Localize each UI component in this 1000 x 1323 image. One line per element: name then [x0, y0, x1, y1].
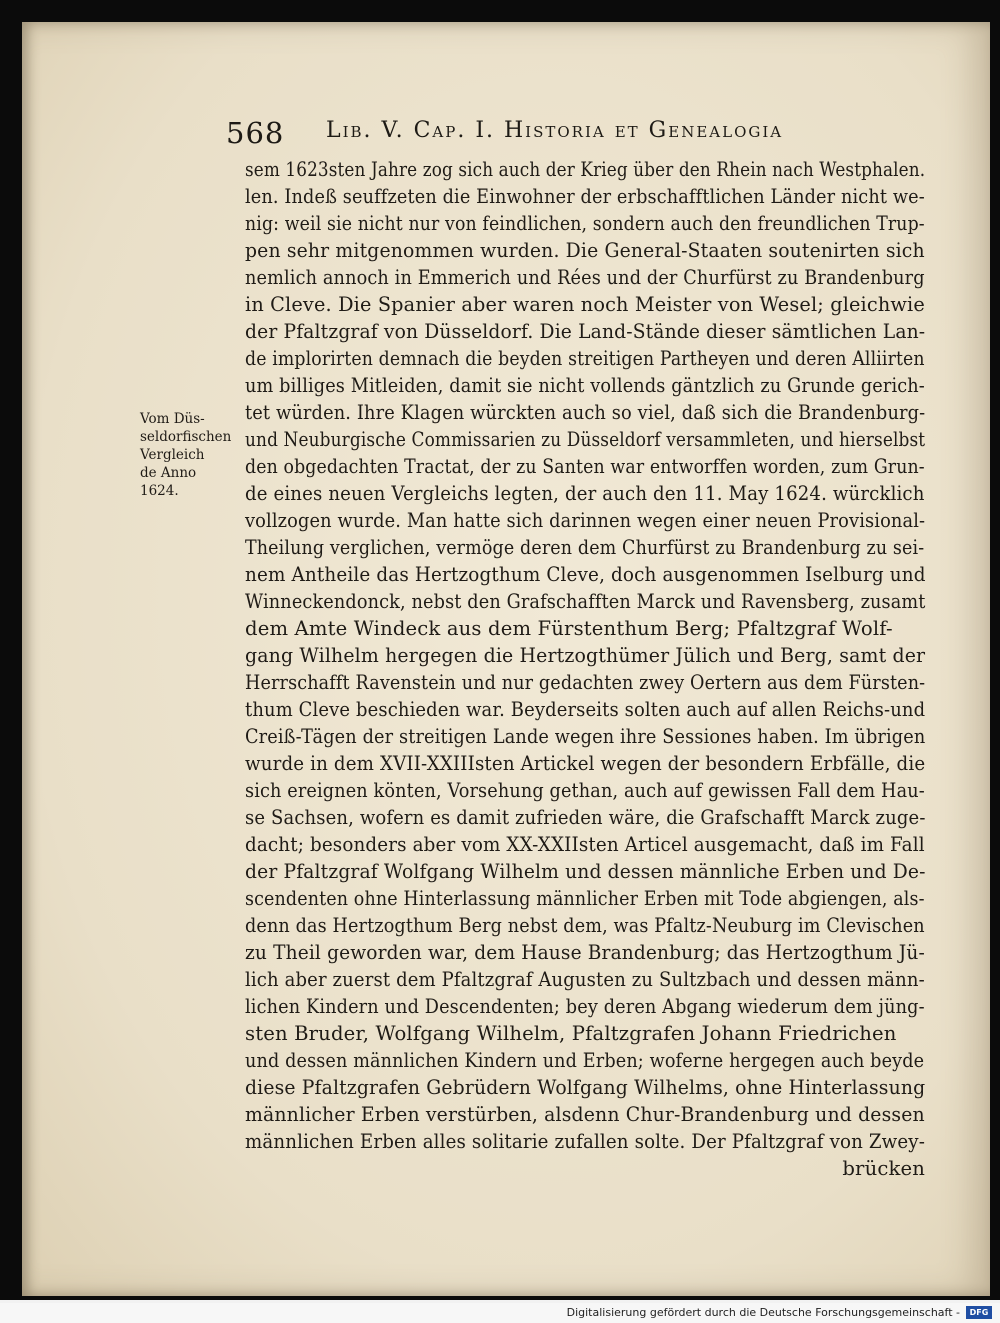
- text-line: Winneckendonck, nebst den Grafschafften Marck und Ravensberg, zusamt: [245, 590, 926, 613]
- page-header: [226, 110, 926, 150]
- text-line: der Pfaltzgraf von Düsseldorf. Die Land-Stände dieser sämtlichen Lan-: [245, 320, 926, 343]
- text-line: um billiges Mitleiden, damit sie nicht vollends gäntzlich zu Grunde gerich-: [245, 374, 925, 397]
- margin-note-line: de Anno: [140, 465, 197, 481]
- text-line: nem Antheile das Hertzogthum Cleve, doch ausgenommen Iselburg und: [245, 563, 926, 586]
- text-line: in Cleve. Die Spanier aber waren noch Meister von Wesel; gleichwie: [245, 293, 925, 316]
- text-line: dem Amte Windeck aus dem Fürstenthum Berg; Pfaltzgraf Wolf-: [245, 617, 893, 640]
- text-line: thum Cleve beschieden war. Beyderseits solten auch auf allen Reichs-und: [245, 698, 926, 721]
- text-line: scendenten ohne Hinterlassung männlicher Erben mit Tode abgiengen, als-: [245, 887, 925, 910]
- text-line: sich ereignen könten, Vorsehung gethan, auch auf gewissen Fall dem Hau-: [245, 779, 925, 802]
- text-line: len. Indeß seuffzeten die Einwohner der erbschafftlichen Länder nicht we-: [245, 185, 925, 208]
- text-line: nemlich annoch in Emmerich und Rées und der Churfürst zu Brandenburg: [245, 266, 925, 289]
- margin-note-line: seldorfischen: [140, 429, 232, 445]
- text-line: denn das Hertzogthum Berg nebst dem, was Pfaltz-Neuburg im Clevischen: [245, 914, 925, 937]
- text-line: dacht; besonders aber vom XX-XXIIsten Articel ausgemacht, daß im Fall: [245, 833, 925, 856]
- text-line: sten Bruder, Wolfgang Wilhelm, Pfaltzgrafen Johann Friedrichen: [245, 1022, 897, 1045]
- text-line: zu Theil geworden war, dem Hause Brandenburg; das Hertzogthum Jü-: [245, 941, 925, 964]
- text-line: vollzogen wurde. Man hatte sich darinnen wegen einer neuen Provisional-: [245, 509, 926, 532]
- text-line: nig: weil sie nicht nur von feindlichen, sondern auch den freundlichen Trup-: [245, 212, 925, 235]
- text-line: der Pfaltzgraf Wolfgang Wilhelm und dessen männliche Erben und De-: [245, 860, 926, 883]
- text-line: wurde in dem XVII-XXIIIsten Artickel wegen der besondern Erbfälle, die: [245, 752, 926, 775]
- funding-credit: Digitalisierung gefördert durch die Deutsche Forschungsgemeinschaft -: [566, 1306, 960, 1319]
- margin-note-line: Vom Düs-: [140, 411, 205, 427]
- text-line: Creiß-Tägen der streitigen Lande wegen ihre Sessiones haben. Im übrigen: [245, 725, 926, 748]
- text-line: gang Wilhelm hergegen die Hertzogthümer Jülich und Berg, samt der: [245, 644, 926, 667]
- dfg-logo-icon: DFG: [966, 1306, 992, 1319]
- text-line: pen sehr mitgenommen wurden. Die General-Staaten soutenirten sich: [245, 239, 925, 262]
- text-line: de eines neuen Vergleichs legten, der auch den 11. May 1624. würcklich: [245, 482, 925, 505]
- text-line: und dessen männlichen Kindern und Erben; woferne hergegen auch beyde: [245, 1049, 925, 1072]
- text-line: lich aber zuerst dem Pfaltzgraf Augusten zu Sultzbach und dessen männ-: [245, 968, 925, 991]
- margin-note-line: 1624.: [140, 483, 179, 499]
- text-line: lichen Kindern und Descendenten; bey deren Abgang wiederum dem jüng-: [245, 995, 925, 1018]
- text-line: tet würden. Ihre Klagen würckten auch so viel, daß sich die Brandenburg-: [245, 401, 926, 424]
- text-line: den obgedachten Tractat, der zu Santen war entworffen worden, zum Grun-: [245, 455, 925, 478]
- footer-bar: [0, 1303, 1000, 1323]
- text-line: Theilung verglichen, vermöge deren dem Churfürst zu Brandenburg zu sei-: [245, 536, 925, 559]
- text-line: männlicher Erben verstürben, alsdenn Chur-Brandenburg und dessen: [245, 1103, 925, 1126]
- catchword: brücken: [842, 1157, 925, 1180]
- text-line: männlichen Erben alles solitarie zufallen solte. Der Pfaltzgraf von Zwey-: [245, 1130, 926, 1153]
- body-text: [245, 156, 925, 1182]
- text-line: Herrschafft Ravenstein und nur gedachten zwey Oertern aus dem Fürsten-: [245, 671, 926, 694]
- running-title: Lib. V. Cap. I. Historia et Genealogia: [326, 118, 784, 143]
- text-line: sem 1623sten Jahre zog sich auch der Krieg über den Rhein nach Westphalen.: [245, 158, 926, 181]
- text-line: diese Pfaltzgrafen Gebrüdern Wolfgang Wilhelms, ohne Hinterlassung: [245, 1076, 926, 1099]
- page-number: 568: [226, 116, 285, 150]
- margin-note-line: Vergleich: [140, 447, 205, 463]
- text-line: se Sachsen, wofern es damit zufrieden wäre, die Grafschafft Marck zuge-: [245, 806, 926, 829]
- margin-note: [140, 410, 236, 500]
- text-line: und Neuburgische Commissarien zu Düsseldorf versammleten, und hierselbst: [245, 428, 926, 451]
- text-line: de implorirten demnach die beyden streitigen Partheyen und deren Alliirten: [245, 347, 925, 370]
